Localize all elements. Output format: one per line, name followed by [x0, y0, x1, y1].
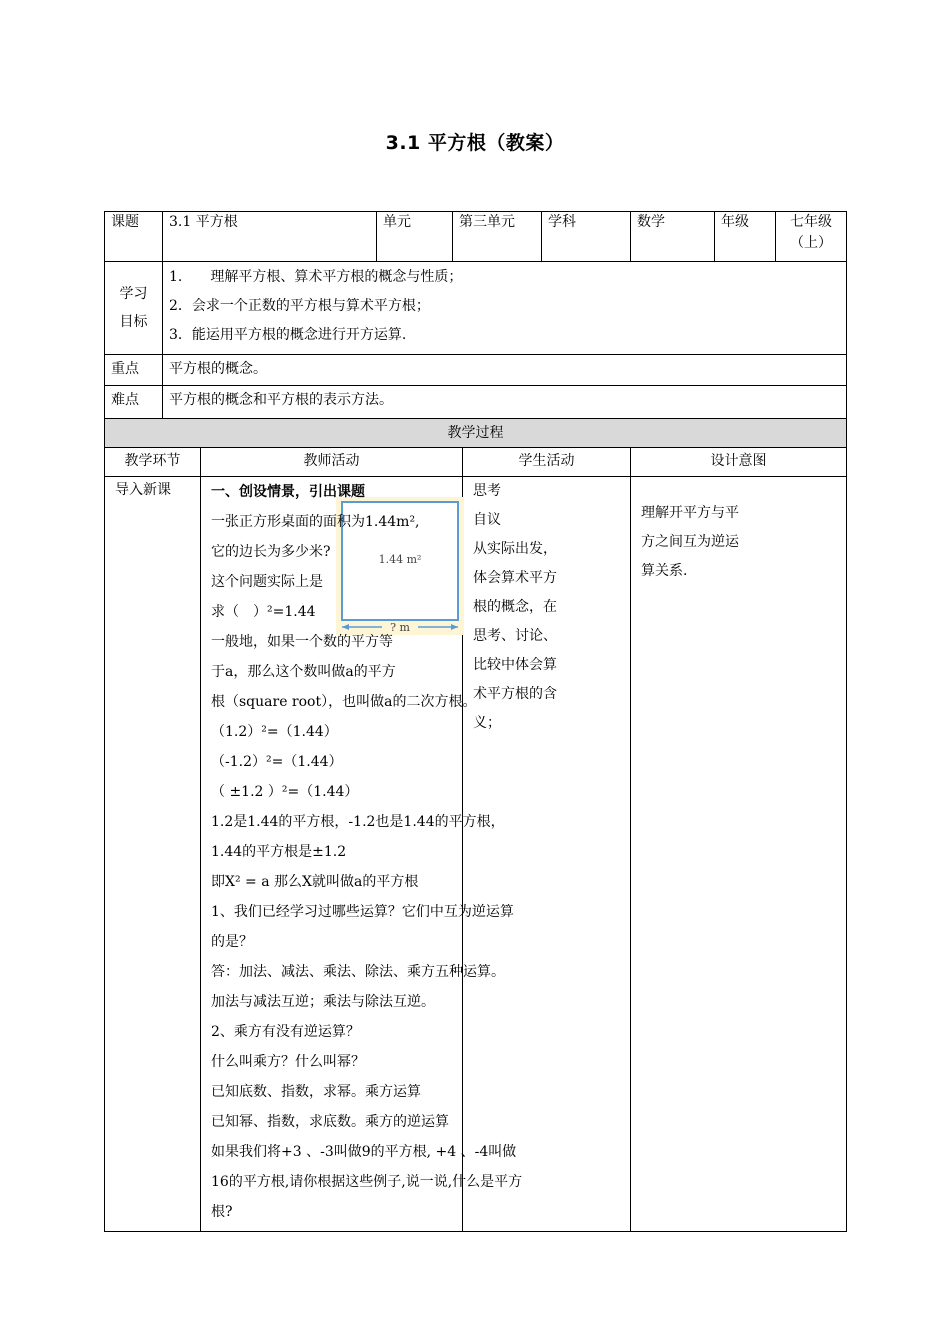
teacher-line: 这个问题实际上是 [211, 574, 323, 590]
teacher-line: 16的平方根,请你根据这些例子,说一说,什么是平方 [211, 1174, 523, 1190]
teacher-line: 1、我们已经学习过哪些运算？它们中互为逆运算 [211, 904, 514, 920]
teacher-line: 如果我们将+3 、-3叫做9的平方根, +4 、-4叫做 [211, 1144, 517, 1160]
unit-label: 单元 [377, 212, 453, 262]
student-line: 体会算术平方 [473, 570, 557, 586]
design-line: 方之间互为逆运 [641, 534, 739, 550]
teacher-line: 已知底数、指数，求幂。乘方运算 [211, 1084, 421, 1100]
teacher-line: 即X² = a 那么X就叫做a的平方根 [211, 874, 419, 890]
key-point-label: 重点 [105, 355, 163, 386]
teacher-line: 于a，那么这个数叫做a的平方 [211, 664, 396, 680]
side-label: ? m [390, 621, 410, 634]
teacher-line: 答：加法、减法、乘法、除法、乘方五种运算。 [211, 964, 505, 980]
section-heading: 一、创设情景，引出课题 [211, 484, 365, 500]
teacher-line: （ ±1.2 ）²=（1.44） [211, 784, 359, 800]
difficulty-row [105, 386, 847, 419]
goal-item: 3．能运用平方根的概念进行开方运算. [169, 327, 407, 343]
teacher-line: 一般地，如果一个数的平方等 [211, 634, 393, 650]
design-line: 算关系. [641, 563, 688, 579]
area-label: 1.44 m² [378, 553, 422, 566]
student-line: 术平方根的含 [473, 686, 557, 702]
student-line: 思考 [473, 483, 501, 499]
student-line: 义； [473, 715, 501, 731]
teacher-line: 的是？ [211, 934, 253, 950]
teacher-line: 根? [211, 1204, 233, 1220]
intro-row [105, 477, 847, 1232]
process-header: 教学过程 [105, 419, 847, 448]
student-line: 比较中体会算 [473, 657, 557, 673]
stage-cell: 导入新课 [105, 477, 201, 1232]
goal-item: 2．会求一个正数的平方根与算术平方根； [169, 298, 430, 314]
key-point-row [105, 355, 847, 386]
grade-label: 年级 [715, 212, 776, 262]
goals-row [105, 262, 847, 355]
teacher-line: 它的边长为多少米? [211, 544, 331, 560]
teacher-line: （-1.2）²=（1.44） [211, 754, 343, 770]
teacher-line: 什么叫乘方？什么叫幂？ [211, 1054, 365, 1070]
lesson-plan-table [104, 211, 847, 1232]
design-column-header: 设计意图 [631, 448, 847, 477]
teacher-line: 2、乘方有没有逆运算？ [211, 1024, 360, 1040]
subject-label: 学科 [542, 212, 631, 262]
grade-value-line1: 七年级 [790, 214, 832, 230]
goals-label [105, 262, 163, 355]
student-line: 自议 [473, 512, 501, 528]
grade-value [776, 212, 847, 262]
student-line: 思考、讨论、 [473, 628, 557, 644]
difficulty-label: 难点 [105, 386, 163, 419]
process-header-row [105, 419, 847, 448]
column-header-row [105, 448, 847, 477]
student-line: 根的概念，在 [473, 599, 557, 615]
topic-value: 3.1 平方根 [163, 212, 377, 262]
topic-label: 课题 [105, 212, 163, 262]
teacher-line: 根（square root），也叫做a的二次方根。 [211, 694, 477, 710]
subject-value: 数学 [631, 212, 715, 262]
difficulty-value: 平方根的概念和平方根的表示方法。 [163, 386, 847, 419]
grade-value-line2: （上） [790, 235, 832, 251]
header-row [105, 212, 847, 262]
goal-item: 1. 理解平方根、算术平方根的概念与性质； [169, 269, 463, 285]
student-activity-cell [463, 477, 631, 1232]
teacher-line: 已知幂、指数，求底数。乘方的逆运算 [211, 1114, 449, 1130]
goals-label-line1: 学习 [119, 286, 148, 302]
teacher-line: 1.44的平方根是±1.2 [211, 844, 347, 860]
goals-content [163, 262, 847, 355]
stage-column-header: 教学环节 [105, 448, 201, 477]
teacher-line: 一张正方形桌面的面积为1.44m², [211, 514, 420, 530]
goals-label-line2: 目标 [119, 314, 148, 330]
teacher-line: 1.2是1.44的平方根，-1.2也是1.44的平方根， [211, 814, 505, 830]
teacher-line: 求（ ）²=1.44 [211, 604, 316, 620]
design-intent-cell [631, 477, 847, 1232]
teacher-line: 加法与减法互逆；乘法与除法互逆。 [211, 994, 435, 1010]
teacher-line: （1.2）²=（1.44） [211, 724, 338, 740]
student-line: 从实际出发， [473, 541, 557, 557]
page-title: 3.1 平方根（教案） [385, 132, 565, 154]
key-point-value: 平方根的概念。 [163, 355, 847, 386]
teacher-column-header: 教师活动 [201, 448, 463, 477]
unit-value: 第三单元 [453, 212, 542, 262]
design-line: 理解开平方与平 [641, 505, 739, 521]
student-column-header: 学生活动 [463, 448, 631, 477]
